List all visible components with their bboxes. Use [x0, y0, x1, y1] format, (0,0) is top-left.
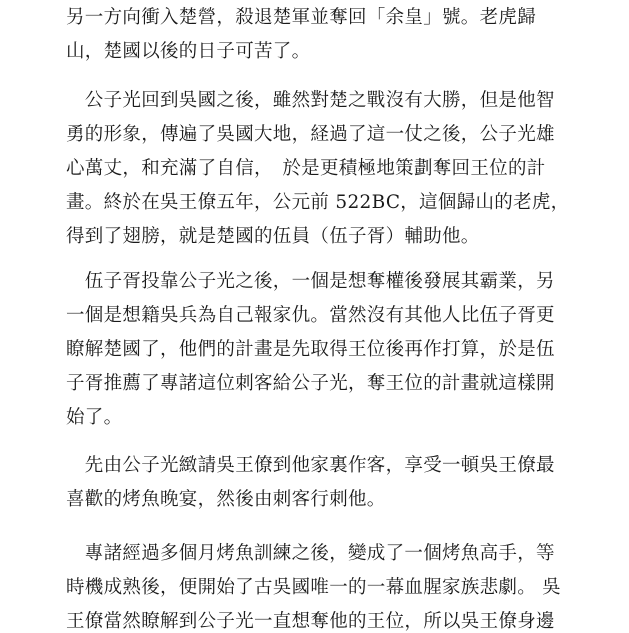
text-line: 公子光回到吳國之後，雖然對楚之戰沒有大勝，但是他智 — [66, 90, 555, 111]
text-line: 另一方向衝入楚營，殺退楚軍並奪回「余皇」號。老虎歸 — [66, 7, 537, 28]
text-line: 得到了翅膀，就是楚國的伍員（伍子胥）輔助他。 — [66, 226, 480, 247]
text-line: 王僚當然瞭解到公子光一直想奪他的王位，所以吳王僚身邊 — [66, 611, 555, 632]
text-line: 先由公子光緻請吳王僚到他家裏作客，享受一頓吳王僚最 — [66, 455, 555, 476]
text-line: 畫。終於在吳王僚五年，公元前 522BC，這個歸山的老虎， — [66, 192, 570, 213]
text-line: 喜歡的烤魚晚宴，然後由刺客行刺他。 — [66, 489, 386, 510]
paragraph-1 — [66, 1, 566, 69]
text-line: 子胥推薦了專諸這位刺客給公子光，奪王位的計畫就這樣開 — [66, 373, 555, 394]
paragraph-2 — [66, 84, 570, 254]
text-line: 心萬丈，和充滿了自信， 於是更積極地策劃奪回王位的計 — [66, 158, 546, 179]
text-line: 一個是想籍吳兵為自己報家仇。當然沒有其他人比伍子胥更 — [66, 305, 555, 326]
text-line: 專諸經過多個月烤魚訓練之後，變成了一個烤魚高手，等 — [66, 543, 555, 564]
paragraph-4 — [66, 449, 566, 517]
text-line: 山，楚國以後的日子可苦了。 — [66, 41, 311, 62]
text-line: 始了。 — [66, 407, 123, 428]
text-line: 瞭解楚國了，他們的計畫是先取得王位後再作打算，於是伍 — [66, 339, 555, 360]
text-line: 時機成熟後，便開始了古吳國唯一的一幕血腥家族悲劇。 吳 — [66, 577, 561, 598]
text-line: 伍子胥投靠公子光之後，一個是想奪權後發展其霸業，另 — [66, 271, 555, 292]
text-line: 勇的形象，傳遍了吳國大地，経過了這一仗之後，公子光雄 — [66, 124, 555, 145]
paragraph-5 — [66, 537, 566, 633]
paragraph-3 — [66, 265, 566, 435]
